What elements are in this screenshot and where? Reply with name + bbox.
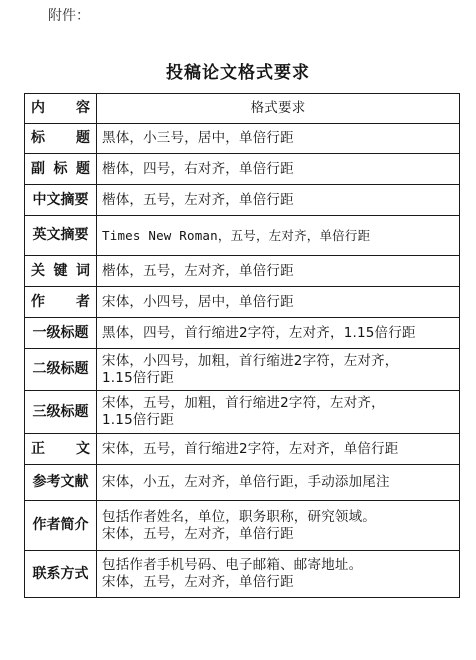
table-row xyxy=(25,501,460,551)
format-line: 宋体，五号，左对齐，单倍行距 xyxy=(102,525,294,542)
format-line: 黑体，小三号，居中，单倍行距 xyxy=(102,130,294,146)
table-row xyxy=(25,124,460,154)
row-label-cell: 参考文献 xyxy=(25,465,97,501)
format-line: 楷体，五号，左对齐，单倍行距 xyxy=(102,191,294,208)
format-line: 1.15倍行距 xyxy=(102,369,174,386)
row-format-cell xyxy=(97,318,460,349)
format-line: 宋体，五号，首行缩进2字符，左对齐，单倍行距 xyxy=(102,440,399,457)
row-label-cell: 一级标题 xyxy=(25,318,97,349)
row-label-cell: 关键词 xyxy=(25,256,97,287)
row-format-cell xyxy=(97,434,460,465)
row-format-cell xyxy=(97,349,460,391)
row-format-cell xyxy=(97,216,460,256)
row-format-cell xyxy=(97,391,460,434)
row-label-cell: 中文摘要 xyxy=(25,185,97,216)
format-line: 宋体，五号，左对齐，单倍行距 xyxy=(102,574,294,590)
format-line: 楷体，五号，左对齐，单倍行距 xyxy=(102,262,294,279)
row-format-cell xyxy=(97,465,460,501)
row-label-cell: 三级标题 xyxy=(25,391,97,434)
format-line: 1.15倍行距 xyxy=(102,412,174,428)
format-line: 黑体，四号，首行缩进2字符，左对齐，1.15倍行距 xyxy=(102,324,416,341)
document-title: 投稿论文格式要求 xyxy=(166,63,310,83)
attachment-label: 附件： xyxy=(48,8,90,24)
format-line: 包括作者姓名，单位，职务职称，研究领域。 xyxy=(102,508,376,525)
table-row xyxy=(25,256,460,287)
table-row xyxy=(25,349,460,391)
row-label-cell: 正 文 xyxy=(25,434,97,465)
table-row xyxy=(25,216,460,256)
table-row xyxy=(25,391,460,434)
header-format-cell: 格式要求 xyxy=(97,94,460,124)
row-label-cell: 作 者 xyxy=(25,287,97,318)
format-line: 宋体，五号，加粗，首行缩进2字符，左对齐， xyxy=(102,395,385,411)
header-content-cell: 内 容 xyxy=(25,94,97,124)
table-row xyxy=(25,318,460,349)
format-line: 楷体，四号，右对齐，单倍行距 xyxy=(102,160,294,177)
row-format-cell xyxy=(97,501,460,551)
table-row xyxy=(25,465,460,501)
format-line: 包括作者手机号码、电子邮箱、邮寄地址。 xyxy=(102,557,363,573)
row-label-cell: 作者简介 xyxy=(25,501,97,551)
table-row xyxy=(25,154,460,185)
format-line: 宋体，小四号，加粗，首行缩进2字符，左对齐， xyxy=(102,352,399,369)
row-label-cell: 联系方式 xyxy=(25,551,97,598)
row-format-cell xyxy=(97,154,460,185)
table-row xyxy=(25,551,460,598)
row-format-cell xyxy=(97,256,460,287)
row-label-cell: 二级标题 xyxy=(25,349,97,391)
table-row xyxy=(25,434,460,465)
row-label-cell: 英文摘要 xyxy=(25,216,97,256)
row-format-cell xyxy=(97,185,460,216)
table-row xyxy=(25,185,460,216)
format-line: 宋体，小五，左对齐，单倍行距，手动添加尾注 xyxy=(102,474,390,490)
row-label-cell: 标 题 xyxy=(25,124,97,154)
row-format-cell xyxy=(97,124,460,154)
row-format-cell xyxy=(97,287,460,318)
format-line: Times New Roman，五号，左对齐，单倍行距 xyxy=(102,228,371,243)
row-format-cell xyxy=(97,551,460,598)
table-header-row xyxy=(25,94,460,124)
format-requirements-table xyxy=(24,93,460,598)
format-line: 宋体，小四号，居中，单倍行距 xyxy=(102,293,294,310)
table-row xyxy=(25,287,460,318)
row-label-cell: 副标题 xyxy=(25,154,97,185)
